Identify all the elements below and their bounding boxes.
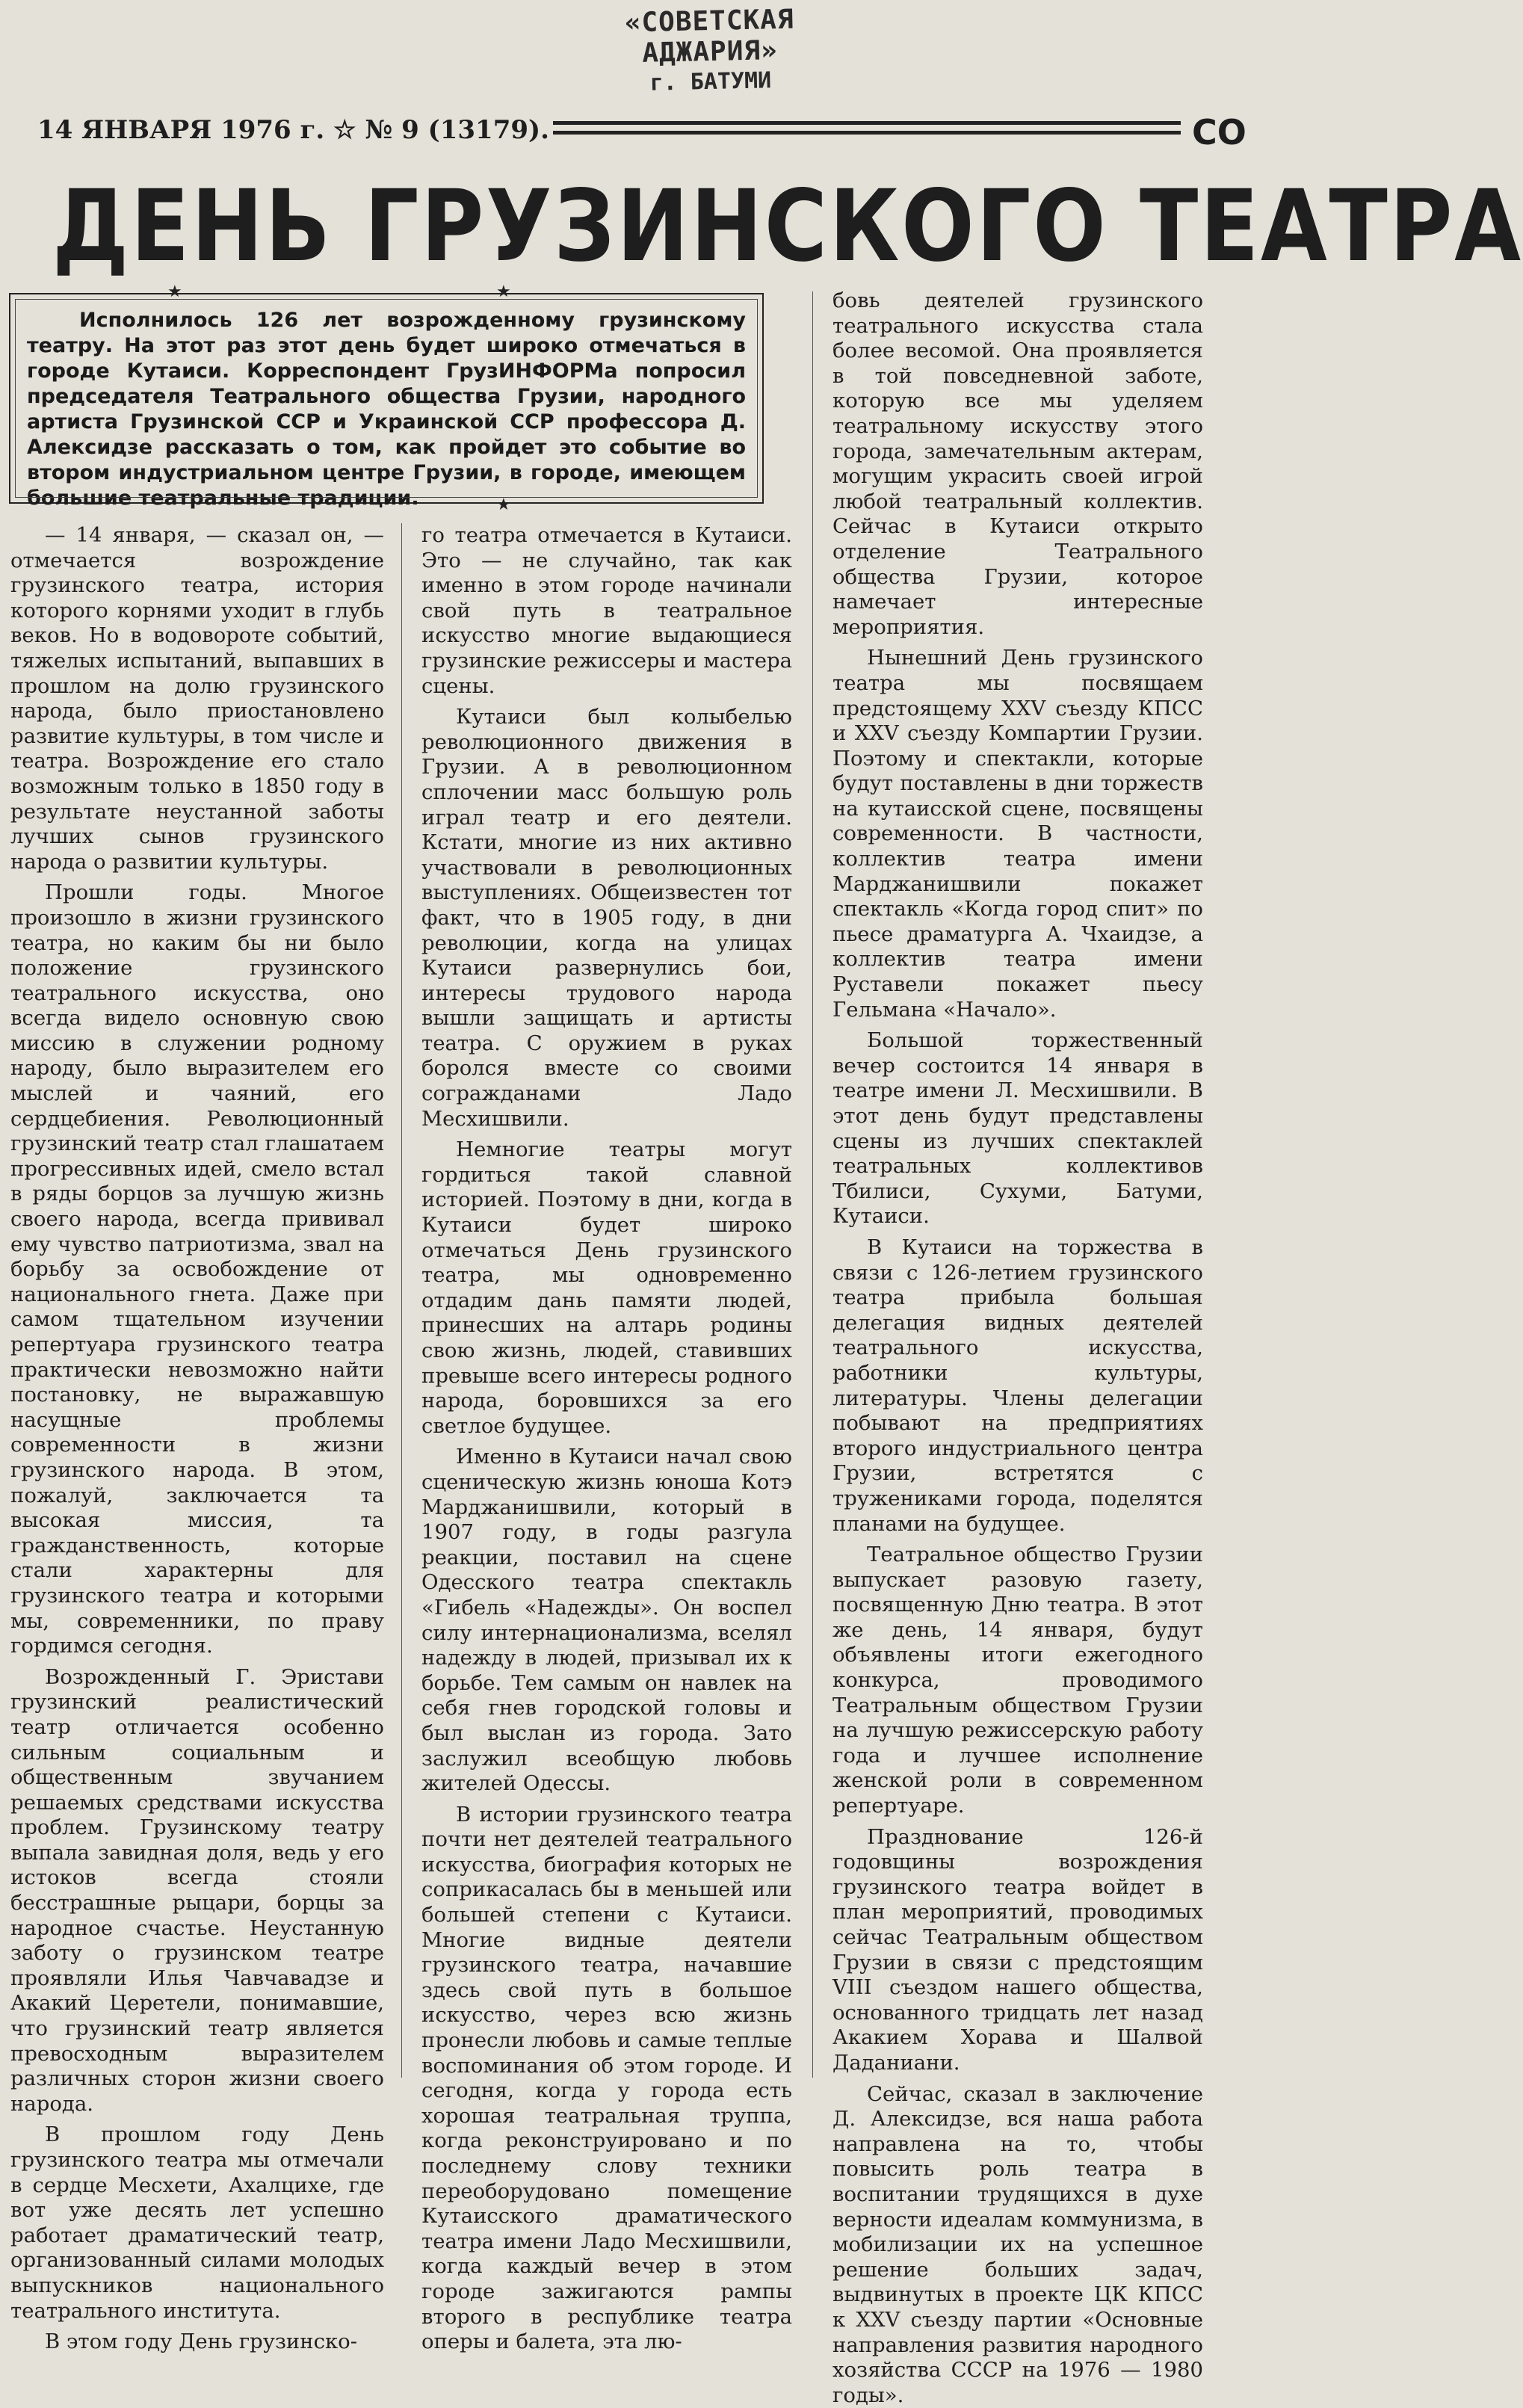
paragraph: бовь деятелей грузинского театрального искусства стала более весомой. Она проявляется в той повседневной заботе, которую все мы уделяем театральному искусству этого города, замечательным актерам, могущим украсить своей игрой любой театральный коллектив. Сейчас в Кутаиси открыто отделение Театрального общества Грузии, которое намечает интересные мероприятия.: [832, 288, 1203, 639]
paragraph: Прошли годы. Многое произошло в жизни грузинского театра, но каким бы ни было положение грузинского театрального искусства, оно всегда видело основную свою миссию в служении родному народу, было выразителем его мыслей и чаяний, его сердцебиения. Революционный грузинский театр стал глашатаем прогрессивных идей, смело встал в ряды борцов за лучшую жизнь своего народа, всегда прививал ему чувство патриотизма, звал на борьбу за освобождение от национального гнета. Даже при самом тщательном изучении репертуара грузинского театра практически невозможно найти постановку, не выражавшую насущные проблемы современности в жизни грузинского народа. В этом, пожалуй, заключается та высокая миссия, та гражданственность, которые стали характерны для грузинского театра и которыми мы, современники, по праву гордимся сегодня.: [10, 880, 385, 1658]
article-column-2: [421, 523, 792, 2354]
paragraph: В истории грузинского театра почти нет деятелей театрального искусства, биография которых не соприкасалась бы в меньшей или большей степени с Кутаиси. Многие видные деятели грузинского театра, начавшие здесь свой путь в большое искусство, через всю жизнь пронесли любовь и самые теплые воспоминания об этом городе. И сегодня, когда у города есть хорошая театральная труппа, когда реконструировано и по последнему слову техники переоборудовано помещение Кутаисского драматического театра имени Ладо Месхишвили, когда каждый вечер в этом городе зажигаются рампы второго в республике театра оперы и балета, эта лю-: [421, 1802, 792, 2354]
paragraph: Большой торжественный вечер состоится 14 января в театре имени Л. Месхишвили. В этот день будут представлены сцены из лучших спектаклей театральных коллективов Тбилиси, Сухуми, Батуми, Кутаиси.: [832, 1028, 1203, 1229]
paragraph: Кутаиси был колыбелью революционного движения в Грузии. А в революционном сплочении масс большую роль играл театр и его деятели. Кстати, многие из них активно участвовали в революционных выступлениях. Общеизвестен тот факт, что в 1905 году, в дни революции, когда на улицах Кутаиси развернулись бои, интересы трудового народа вышли защищать и артисты театра. С оружием в руках боролся вместе со своими согражданами Ладо Месхишвили.: [421, 705, 792, 1131]
intro-text: Исполнилось 126 лет возрожденному грузинскому театру. На этот раз этот день будет широко отмечаться в городе Кутаиси. Корреспондент ГрузИНФОРМа попросил председателя Театрального общества Грузии, народного артиста Грузинской ССР и Украинской ССР профессора Д. Алексидзе рассказать о том, как пройдет это событие во втором индустриальном центре Грузии, в городе, имеющем большие театральные традиции.: [27, 309, 746, 510]
article-headline: ДЕНЬ ГРУЗИНСКОГО ТЕАТРА: [52, 169, 1523, 284]
stamp-city: г. БАТУМИ: [649, 67, 772, 96]
paragraph: Возрожденный Г. Эристави грузинский реалистический театр отличается особенно сильным социальным и общественным звучанием решаемых средствами искусства проблем. Грузинскому театру выпала завидная доля, ведь у его истоков всегда стояли бесстрашные рыцари, борцы за народное счастье. Неустанную заботу о грузинском театре проявляли Илья Чавчавадзе и Акакий Церетели, понимавшие, что грузинский театр является превосходным выразителем различных сторон жизни своего народа.: [10, 1664, 384, 2116]
star-icon: ★: [167, 283, 182, 301]
paragraph: Сейчас, сказал в заключение Д. Алексидзе, вся наша работа направлена на то, чтобы повысить роль театра в воспитании трудящихся в духе верности идеалам коммунизма, в мобилизации их на успешное решение больших задач, выдвинутых в проекте ЦК КПСС к XXV съезду партии «Основные направления развития народного хозяйства СССР на 1976 — 1980 годы».: [832, 2081, 1203, 2407]
star-icon: ★: [496, 283, 511, 301]
paragraph: В этом году День грузинско-: [45, 2330, 358, 2354]
issue-date: 14 ЯНВАРЯ 1976 г. ☆ № 9 (13179).: [37, 115, 549, 145]
paragraph: Театральное общество Грузии выпускает разовую газету, посвященную Дню театра. В этот же день, 14 января, будут объявлены итоги ежегодного конкурса, проводимого Театральным обществом Грузии на лучшую режиссерскую работу года и лучшее исполнение женской роли в современном репертуаре.: [832, 1543, 1203, 1818]
paragraph: Празднование 126-й годовщины возрождения грузинского театра войдет в план мероприятий, проводимых сейчас Театральным обществом Грузии в связи с предстоящим VIII съездом нашего общества, основанного тридцать лет назад Акакием Хорава и Шалвой Даданиани.: [832, 1824, 1203, 2075]
star-icon: ★: [496, 496, 511, 514]
column-divider: [812, 291, 813, 2078]
stamp-newspaper-name: «СОВЕТСКАЯ АДЖАРИЯ»: [624, 4, 794, 69]
dateline: [37, 112, 1246, 157]
paragraph: го театра отмечается в Кутаиси. Это — не случайно, так как именно в этом городе начинали свой путь в театральное искусство многие выдающиеся грузинские режиссеры и мастера сцены.: [421, 523, 792, 698]
paragraph: — 14 января, — сказал он, — отмечается возрождение грузинского театра, история которого корнями уходит в глубь веков. Но в водовороте событий, тяжелых испытаний, выпавших в прошлом на долю грузинского народа, было приостановлено развитие культуры, в том числе и театра. Возрождение его стало возможным только в 1850 году в результате неустанной заботы лучших сынов грузинского народа о развитии культуры.: [10, 523, 384, 874]
paragraph: В прошлом году День грузинского театра мы отмечали в сердце Месхети, Ахалцихе, где вот уже десять лет успешно работает драматический театр, организованный силами молодых выпускников национального театрального института.: [10, 2123, 384, 2323]
intro-box: [9, 283, 764, 514]
article-column-3: [832, 288, 1203, 2407]
library-stamp: [552, 3, 868, 99]
masthead-fragment: СО: [1192, 112, 1246, 152]
column-divider: [401, 523, 402, 2078]
paragraph: Именно в Кутаиси начал свою сценическую жизнь юноша Котэ Марджанишвили, который в 1907 году, в годы разгула реакции, поставил на сцене Одесского театра спектакль «Гибель «Надежды». Он воспел силу интернационализма, вселял надежду в людей, призывал их к борьбе. Тем самым он навлек на себя гнев городской головы и был выслан из города. Зато заслужил всеобщую любовь жителей Одессы.: [421, 1445, 792, 1796]
paragraph: Немногие театры могут гордиться такой славной историей. Поэтому в дни, когда в Кутаиси будет широко отмечаться День грузинского театра, мы одновременно отдадим дань памяти людей, принесших на алтарь родины свою жизнь, людей, ставивших превыше всего интересы родного народа, боровшихся за его светлое будущее.: [421, 1137, 792, 1438]
dateline-rules: [553, 121, 1181, 151]
paragraph: В Кутаиси на торжества в связи с 126-летием грузинского театра прибыла большая делегация видных деятелей театрального искусства, работники культуры, литературы. Члены делегации побывают на предприятиях второго индустриального центра Грузии, встретятся с тружениками города, поделятся планами на будущее.: [832, 1235, 1203, 1536]
article-column-1: [10, 523, 385, 2354]
paragraph: Нынешний День грузинского театра мы посвящаем предстоящему XXV съезду КПСС и XXV съезду Компартии Грузии. Поэтому и спектакли, которые будут поставлены в дни торжеств на кутаисской сцене, посвящены современности. В частности, коллектив театра имени Марджанишвили покажет спектакль «Когда город спит» по пьесе драматурга А. Чхаидзе, а коллектив театра имени Руставели покажет пьесу Гельмана «Начало».: [832, 646, 1203, 1022]
